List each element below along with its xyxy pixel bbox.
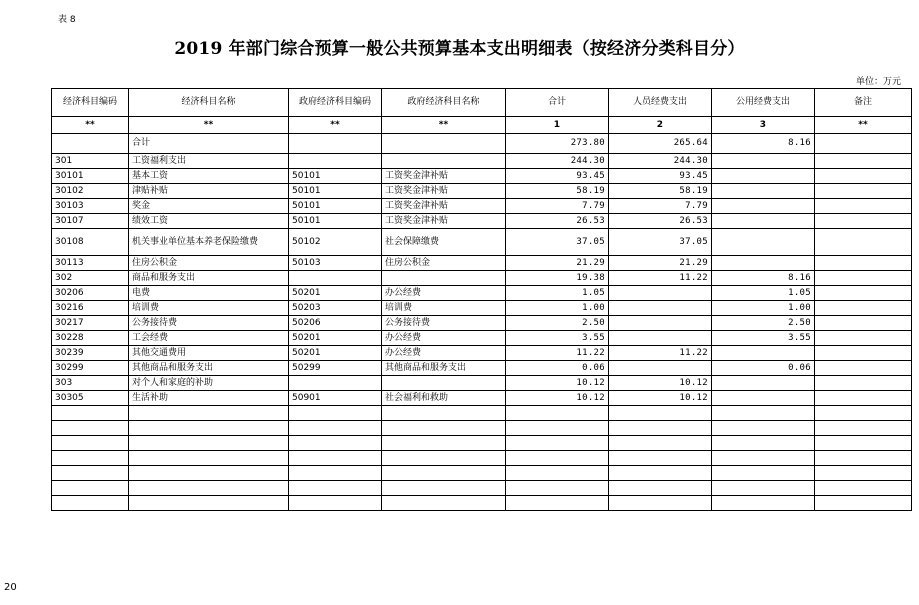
remarks-cell (815, 361, 912, 376)
econ-code-cell: 30103 (52, 199, 129, 214)
gov-name-cell: 社会保障缴费 (382, 229, 506, 256)
remarks-cell (815, 271, 912, 286)
gov-name-cell: 工资奖金津补贴 (382, 169, 506, 184)
econ-code-cell: 30305 (52, 391, 129, 406)
empty-cell (815, 406, 912, 421)
gov-name-cell: 公务接待费 (382, 316, 506, 331)
empty-cell (129, 466, 289, 481)
gov-code-cell: 50299 (289, 361, 382, 376)
gov-name-cell (382, 376, 506, 391)
empty-cell (289, 421, 382, 436)
empty-cell (815, 481, 912, 496)
personnel-cell: 244.30 (609, 154, 712, 169)
public-cell: 1.05 (712, 286, 815, 301)
gov-code-cell: 50101 (289, 214, 382, 229)
empty-cell (129, 481, 289, 496)
empty-cell (289, 466, 382, 481)
econ-code-cell: 302 (52, 271, 129, 286)
gov-code-cell: 50901 (289, 391, 382, 406)
marker-cell: 1 (506, 117, 609, 134)
marker-cell: ** (129, 117, 289, 134)
total-cell: 93.45 (506, 169, 609, 184)
gov-name-cell: 工资奖金津补贴 (382, 184, 506, 199)
econ-code-cell: 30239 (52, 346, 129, 361)
page-title: 2019 年部门综合预算一般公共预算基本支出明细表（按经济分类科目分） (174, 39, 745, 59)
econ-name-cell: 绩效工资 (129, 214, 289, 229)
empty-cell (382, 496, 506, 511)
marker-cell: ** (382, 117, 506, 134)
econ-name-cell: 电费 (129, 286, 289, 301)
empty-cell (129, 421, 289, 436)
empty-cell (609, 421, 712, 436)
empty-cell (289, 481, 382, 496)
remarks-cell (815, 376, 912, 391)
gov-code-cell: 50101 (289, 184, 382, 199)
public-cell (712, 256, 815, 271)
empty-cell (609, 406, 712, 421)
personnel-cell (609, 361, 712, 376)
remarks-cell (815, 331, 912, 346)
total-remarks-cell (815, 134, 912, 154)
table-row (52, 184, 912, 199)
total-label: 合计 (129, 134, 289, 154)
remarks-cell (815, 229, 912, 256)
gov-name-cell: 工资奖金津补贴 (382, 214, 506, 229)
econ-code-cell: 30299 (52, 361, 129, 376)
empty-cell (506, 451, 609, 466)
marker-cell: ** (52, 117, 129, 134)
econ-code-cell: 30206 (52, 286, 129, 301)
gov-name-cell: 培训费 (382, 301, 506, 316)
remarks-cell (815, 214, 912, 229)
econ-name-cell: 其他交通费用 (129, 346, 289, 361)
empty-cell (289, 496, 382, 511)
empty-row (52, 436, 912, 451)
personnel-cell: 10.12 (609, 391, 712, 406)
total-cell: 10.12 (506, 391, 609, 406)
personnel-cell: 26.53 (609, 214, 712, 229)
total-cell: 244.30 (506, 154, 609, 169)
public-cell: 8.16 (712, 271, 815, 286)
marker-cell: ** (815, 117, 912, 134)
col-header-econ-code: 经济科目编码 (52, 89, 129, 117)
econ-code-cell: 30107 (52, 214, 129, 229)
marker-cell: 3 (712, 117, 815, 134)
table-row (52, 391, 912, 406)
econ-name-cell: 基本工资 (129, 169, 289, 184)
econ-code-cell: 30217 (52, 316, 129, 331)
table-row (52, 316, 912, 331)
empty-cell (609, 496, 712, 511)
personnel-cell: 10.12 (609, 376, 712, 391)
econ-name-cell: 对个人和家庭的补助 (129, 376, 289, 391)
table-row (52, 301, 912, 316)
empty-cell (129, 406, 289, 421)
empty-cell (129, 496, 289, 511)
table-row (52, 154, 912, 169)
public-cell (712, 229, 815, 256)
public-cell (712, 346, 815, 361)
gov-code-cell (289, 154, 382, 169)
gov-code-cell: 50101 (289, 199, 382, 214)
econ-code-cell: 30228 (52, 331, 129, 346)
total-cell: 58.19 (506, 184, 609, 199)
empty-cell (382, 421, 506, 436)
econ-name-cell: 工会经费 (129, 331, 289, 346)
econ-code-cell: 301 (52, 154, 129, 169)
public-cell (712, 391, 815, 406)
total-public: 8.16 (712, 134, 815, 154)
gov-code-cell: 50103 (289, 256, 382, 271)
total-cell: 3.55 (506, 331, 609, 346)
personnel-cell: 7.79 (609, 199, 712, 214)
gov-code-cell: 50102 (289, 229, 382, 256)
empty-cell (129, 436, 289, 451)
empty-cell (506, 481, 609, 496)
empty-cell (52, 496, 129, 511)
col-header-econ-name: 经济科目名称 (129, 89, 289, 117)
table-row (52, 229, 912, 256)
empty-cell (506, 496, 609, 511)
total-cell: 11.22 (506, 346, 609, 361)
personnel-cell: 21.29 (609, 256, 712, 271)
econ-name-cell: 住房公积金 (129, 256, 289, 271)
econ-name-cell: 津贴补贴 (129, 184, 289, 199)
empty-cell (712, 436, 815, 451)
public-cell (712, 169, 815, 184)
table-row (52, 331, 912, 346)
econ-name-cell: 公务接待费 (129, 316, 289, 331)
total-cell: 2.50 (506, 316, 609, 331)
empty-cell (289, 451, 382, 466)
empty-cell (609, 451, 712, 466)
econ-name-cell: 培训费 (129, 301, 289, 316)
budget-table (51, 88, 912, 511)
empty-cell (52, 436, 129, 451)
table-row (52, 214, 912, 229)
gov-name-cell: 办公经费 (382, 346, 506, 361)
gov-code-cell: 50203 (289, 301, 382, 316)
page-number: 20 (4, 582, 17, 593)
empty-cell (289, 406, 382, 421)
personnel-cell (609, 316, 712, 331)
empty-cell (712, 421, 815, 436)
public-cell (712, 214, 815, 229)
total-cell: 19.38 (506, 271, 609, 286)
personnel-cell (609, 331, 712, 346)
personnel-cell (609, 286, 712, 301)
public-cell (712, 154, 815, 169)
personnel-cell: 11.22 (609, 346, 712, 361)
empty-cell (712, 451, 815, 466)
econ-code-cell: 30108 (52, 229, 129, 256)
gov-name-cell: 社会福利和救助 (382, 391, 506, 406)
empty-cell (52, 421, 129, 436)
gov-code-cell: 50206 (289, 316, 382, 331)
empty-cell (52, 451, 129, 466)
total-gov-name-cell (382, 134, 506, 154)
empty-cell (712, 466, 815, 481)
econ-code-cell: 30101 (52, 169, 129, 184)
total-cell: 37.05 (506, 229, 609, 256)
unit-label: 单位：万元 (855, 77, 901, 87)
empty-cell (815, 436, 912, 451)
remarks-cell (815, 184, 912, 199)
total-cell: 1.00 (506, 301, 609, 316)
gov-name-cell: 其他商品和服务支出 (382, 361, 506, 376)
personnel-cell: 58.19 (609, 184, 712, 199)
public-cell: 2.50 (712, 316, 815, 331)
gov-name-cell: 办公经费 (382, 286, 506, 301)
econ-code-cell: 30216 (52, 301, 129, 316)
empty-cell (609, 481, 712, 496)
table-row (52, 361, 912, 376)
econ-name-cell: 生活补助 (129, 391, 289, 406)
col-header-public: 公用经费支出 (712, 89, 815, 117)
empty-cell (506, 421, 609, 436)
econ-code-cell: 303 (52, 376, 129, 391)
empty-cell (382, 451, 506, 466)
empty-cell (609, 466, 712, 481)
col-header-gov-name: 政府经济科目名称 (382, 89, 506, 117)
empty-cell (815, 466, 912, 481)
remarks-cell (815, 301, 912, 316)
header-row (52, 89, 912, 117)
empty-cell (712, 481, 815, 496)
empty-cell (382, 436, 506, 451)
marker-cell: ** (289, 117, 382, 134)
gov-name-cell: 工资奖金津补贴 (382, 199, 506, 214)
total-code-cell (52, 134, 129, 154)
empty-cell (52, 406, 129, 421)
empty-row (52, 481, 912, 496)
empty-cell (506, 406, 609, 421)
empty-cell (506, 466, 609, 481)
remarks-cell (815, 316, 912, 331)
table-row (52, 256, 912, 271)
public-cell: 3.55 (712, 331, 815, 346)
table-row (52, 286, 912, 301)
personnel-cell (609, 301, 712, 316)
total-cell: 10.12 (506, 376, 609, 391)
table-row (52, 346, 912, 361)
empty-cell (52, 481, 129, 496)
remarks-cell (815, 199, 912, 214)
total-cell: 26.53 (506, 214, 609, 229)
empty-cell (129, 451, 289, 466)
empty-cell (382, 406, 506, 421)
col-header-total: 合计 (506, 89, 609, 117)
table-row (52, 376, 912, 391)
econ-name-cell: 工资福利支出 (129, 154, 289, 169)
empty-cell (609, 436, 712, 451)
public-cell (712, 199, 815, 214)
gov-code-cell: 50201 (289, 286, 382, 301)
gov-name-cell (382, 271, 506, 286)
personnel-cell: 93.45 (609, 169, 712, 184)
gov-code-cell: 50101 (289, 169, 382, 184)
gov-name-cell: 办公经费 (382, 331, 506, 346)
public-cell (712, 184, 815, 199)
empty-row (52, 421, 912, 436)
empty-cell (52, 466, 129, 481)
empty-cell (712, 496, 815, 511)
remarks-cell (815, 169, 912, 184)
empty-row (52, 466, 912, 481)
col-header-gov-code: 政府经济科目编码 (289, 89, 382, 117)
econ-code-cell: 30113 (52, 256, 129, 271)
empty-cell (815, 421, 912, 436)
gov-name-cell (382, 154, 506, 169)
gov-code-cell: 50201 (289, 346, 382, 361)
econ-code-cell: 30102 (52, 184, 129, 199)
remarks-cell (815, 346, 912, 361)
empty-cell (506, 436, 609, 451)
gov-code-cell (289, 376, 382, 391)
table-row (52, 199, 912, 214)
empty-cell (382, 481, 506, 496)
empty-cell (382, 466, 506, 481)
personnel-cell: 11.22 (609, 271, 712, 286)
public-cell: 0.06 (712, 361, 815, 376)
marker-cell: 2 (609, 117, 712, 134)
table-row (52, 271, 912, 286)
total-cell: 1.05 (506, 286, 609, 301)
col-header-remarks: 备注 (815, 89, 912, 117)
empty-cell (815, 451, 912, 466)
total-gov-code-cell (289, 134, 382, 154)
empty-cell (815, 496, 912, 511)
personnel-cell: 37.05 (609, 229, 712, 256)
col-header-personnel: 人员经费支出 (609, 89, 712, 117)
remarks-cell (815, 154, 912, 169)
empty-row (52, 406, 912, 421)
econ-name-cell: 机关事业单位基本养老保险缴费 (129, 229, 289, 256)
gov-code-cell (289, 271, 382, 286)
public-cell: 1.00 (712, 301, 815, 316)
total-cell: 7.79 (506, 199, 609, 214)
total-amount: 273.80 (506, 134, 609, 154)
remarks-cell (815, 391, 912, 406)
remarks-cell (815, 286, 912, 301)
total-cell: 21.29 (506, 256, 609, 271)
gov-name-cell: 住房公积金 (382, 256, 506, 271)
econ-name-cell: 其他商品和服务支出 (129, 361, 289, 376)
total-cell: 0.06 (506, 361, 609, 376)
empty-row (52, 451, 912, 466)
marker-row (52, 117, 912, 134)
gov-code-cell: 50201 (289, 331, 382, 346)
empty-cell (712, 406, 815, 421)
total-personnel: 265.64 (609, 134, 712, 154)
econ-name-cell: 商品和服务支出 (129, 271, 289, 286)
empty-cell (289, 436, 382, 451)
table-row (52, 169, 912, 184)
table-number: 表 8 (58, 15, 76, 25)
public-cell (712, 376, 815, 391)
econ-name-cell: 奖金 (129, 199, 289, 214)
remarks-cell (815, 256, 912, 271)
empty-row (52, 496, 912, 511)
total-row (52, 134, 912, 154)
